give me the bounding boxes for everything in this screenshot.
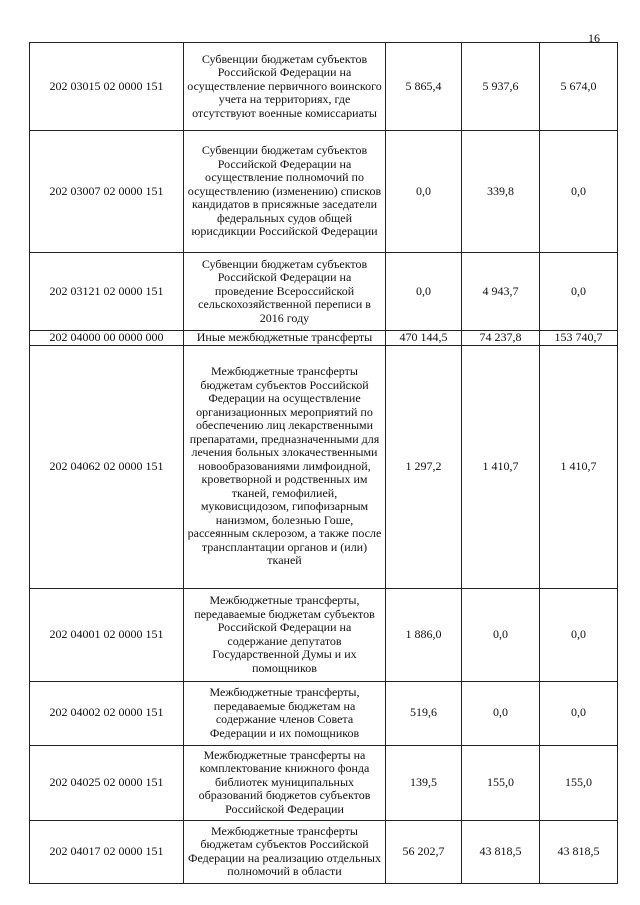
amount-3: 0,0 xyxy=(540,588,618,681)
amount-3: 0,0 xyxy=(540,253,618,331)
budget-code: 202 04000 00 0000 000 xyxy=(30,331,184,346)
amount-2: 4 943,7 xyxy=(462,253,540,331)
budget-code: 202 03015 02 0000 151 xyxy=(30,43,184,131)
item-name: Субвенции бюджетам субъектов Российской Федерации на осуществление полномочий по осуществлению (изменению) списков кандидатов в присяжные заседатели федеральных судов общей юрисдикции Российской Федерации xyxy=(184,131,386,253)
amount-1: 1 297,2 xyxy=(386,345,462,588)
budget-code: 202 04017 02 0000 151 xyxy=(30,820,184,883)
item-name: Межбюджетные трансферты бюджетам субъектов Российской Федерации на осуществление организационных мероприятий по обеспечению лиц лекарственными препаратами, предназначенными для лечения больных злокачественными новообразованиями лимфоидной, кроветворной и родственных им тканей, гемофилией, муковисцидозом, гипофизарным нанизмом, болезнью Гоше, рассеянным склерозом, а также после трансплантации органов и (или) тканей xyxy=(184,345,386,588)
item-name: Субвенции бюджетам субъектов Российской Федерации на осуществление первичного воинского учета на территориях, где отсутствуют военные комиссариаты xyxy=(184,43,386,131)
amount-3: 43 818,5 xyxy=(540,820,618,883)
amount-1: 0,0 xyxy=(386,131,462,253)
table-row xyxy=(30,331,618,346)
table-row xyxy=(30,253,618,331)
amount-1: 139,5 xyxy=(386,745,462,820)
amount-2: 43 818,5 xyxy=(462,820,540,883)
amount-2: 0,0 xyxy=(462,588,540,681)
amount-2: 74 237,8 xyxy=(462,331,540,346)
item-name: Межбюджетные трансферты, передаваемые бюджетам на содержание членов Совета Федерации и их помощников xyxy=(184,681,386,745)
item-name: Субвенции бюджетам субъектов Российской Федерации на проведение Всероссийской сельскохозяйственной переписи в 2016 году xyxy=(184,253,386,331)
table-row xyxy=(30,131,618,253)
amount-2: 339,8 xyxy=(462,131,540,253)
item-name: Межбюджетные трансферты, передаваемые бюджетам субъектов Российской Федерации на содержание депутатов Государственной Думы и их помощников xyxy=(184,588,386,681)
amount-1: 0,0 xyxy=(386,253,462,331)
amount-3: 1 410,7 xyxy=(540,345,618,588)
table-row xyxy=(30,345,618,588)
amount-1: 5 865,4 xyxy=(386,43,462,131)
amount-1: 1 886,0 xyxy=(386,588,462,681)
item-name: Межбюджетные трансферты на комплектование книжного фонда библиотек муниципальных образований бюджетов субъектов Российской Федерации xyxy=(184,745,386,820)
budget-code: 202 04025 02 0000 151 xyxy=(30,745,184,820)
item-name: Межбюджетные трансферты бюджетам субъектов Российской Федерации на реализацию отдельных полномочий в области xyxy=(184,820,386,883)
amount-3: 155,0 xyxy=(540,745,618,820)
amount-2: 0,0 xyxy=(462,681,540,745)
table-row xyxy=(30,588,618,681)
amount-1: 470 144,5 xyxy=(386,331,462,346)
table-row xyxy=(30,820,618,883)
amount-1: 519,6 xyxy=(386,681,462,745)
amount-3: 0,0 xyxy=(540,681,618,745)
amount-2: 155,0 xyxy=(462,745,540,820)
page-number: 16 xyxy=(588,31,600,45)
amount-2: 1 410,7 xyxy=(462,345,540,588)
amount-3: 5 674,0 xyxy=(540,43,618,131)
budget-code: 202 04002 02 0000 151 xyxy=(30,681,184,745)
amount-3: 0,0 xyxy=(540,131,618,253)
item-name: Иные межбюджетные трансферты xyxy=(184,331,386,346)
budget-code: 202 03007 02 0000 151 xyxy=(30,131,184,253)
amount-3: 153 740,7 xyxy=(540,331,618,346)
table-row xyxy=(30,43,618,131)
amount-2: 5 937,6 xyxy=(462,43,540,131)
amount-1: 56 202,7 xyxy=(386,820,462,883)
budget-table xyxy=(29,42,618,884)
table-row xyxy=(30,745,618,820)
budget-code: 202 03121 02 0000 151 xyxy=(30,253,184,331)
budget-code: 202 04001 02 0000 151 xyxy=(30,588,184,681)
table-row xyxy=(30,681,618,745)
budget-code: 202 04062 02 0000 151 xyxy=(30,345,184,588)
